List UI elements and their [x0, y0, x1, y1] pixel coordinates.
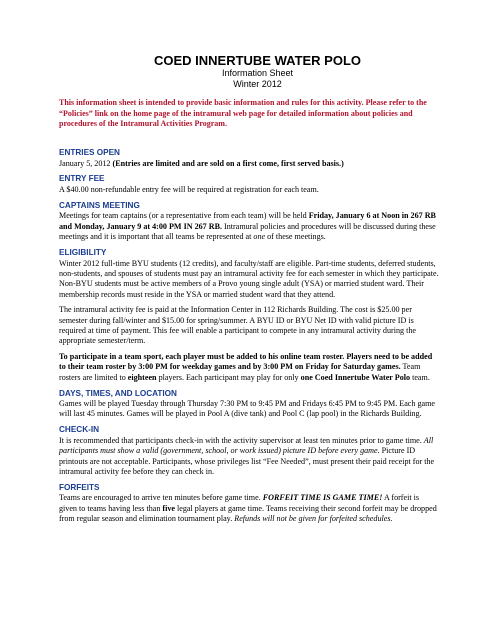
section-entry-fee	[59, 174, 439, 195]
captains-text-2: Intramural policies and procedures will be discussed during these meetings and it is important that all teams be represented at	[59, 221, 436, 242]
check-in-text-2: Picture ID printouts are not acceptable. Participants, whose privileges list “Fee Needed”, must present their paid receipt for the intramural activity fee before they can check in.	[59, 446, 435, 477]
roster-deadline-text: To participate in a team sport, each player must be added to his online team roster. Players need to be added to their team roster by 3:00 PM for weekday games and by 3:00 PM on Friday for Saturday games.	[59, 351, 433, 372]
section-title-entry-fee: ENTRY FEE	[59, 174, 105, 184]
entry-fee-text: A $40.00 non-refundable entry fee will be required at registration for each team.	[59, 184, 319, 194]
forfeits-text-3: legal players at game time. Teams receiving their second forfeit may be dropped from regular season and elimination tournament play.	[59, 503, 437, 524]
page-title: COED INNERTUBE WATER POLO	[153, 53, 362, 68]
section-title-captains-meeting: CAPTAINS MEETING	[59, 200, 140, 210]
section-days-times-location	[59, 389, 439, 420]
eligibility-paragraph-3	[59, 352, 439, 383]
section-check-in	[59, 425, 439, 477]
check-in-id-requirement: All participants must show a valid (government, school, or work issued) picture ID before every game.	[59, 435, 434, 456]
section-title-check-in: CHECK-IN	[59, 425, 100, 435]
roster-text-1: Team rosters are limited to	[59, 362, 421, 382]
roster-text-2: players. Each participant may play for only	[156, 372, 301, 382]
roster-limit: eighteen	[127, 372, 157, 382]
forfeits-text	[59, 493, 439, 524]
captains-text-1: Meetings for team captains (or a representative from each team) will be held	[59, 211, 309, 221]
section-captains-meeting	[59, 201, 439, 243]
captains-meeting-text	[59, 211, 439, 242]
entries-open-text	[59, 159, 439, 169]
captains-meeting-times: Friday, January 6 at Noon in 267 RB and Monday, January 9 at 4:00 PM IN 267 RB.	[59, 211, 436, 231]
intro-notice: This information sheet is intended to provide basic information and rules for this activity. Please refer to the “Policies” link on the home page of the intramural web page for detailed information about policies and procedures of the Intramural Activities Program.	[59, 98, 427, 129]
forfeits-text-2: A forfeit is given to teams having less than	[59, 493, 420, 513]
section-title-days-times-location: DAYS, TIMES, AND LOCATION	[59, 388, 177, 398]
section-title-forfeits: FORFEITS	[59, 482, 100, 492]
eligibility-paragraph-1: Winter 2012 full-time BYU students (12 credits), and faculty/staff are eligible. Part-time students, deferred students, non-students, and spouses of students must pay an intramural activity fee for each semester in which they participate. Non-BYU students must be active members of a Provo young single adult (YSA) or married student ward. Their membership records must reside in the YSA or married student ward that they attend.	[59, 258, 439, 299]
forfeits-text-1: Teams are encouraged to arrive ten minutes before game time.	[59, 493, 263, 503]
roster-one-team: one Coed Innertube Water Polo	[300, 372, 411, 382]
roster-text-3: team.	[410, 372, 430, 382]
section-entries-open	[59, 148, 439, 169]
forfeit-time-notice: FORFEIT TIME IS GAME TIME!	[262, 493, 383, 503]
check-in-text-1: It is recommended that participants check-in with the activity supervisor at least ten minutes prior to game time.	[59, 435, 424, 445]
subtitle-term: Winter 2012	[233, 78, 282, 89]
document-body	[59, 148, 439, 525]
section-eligibility	[59, 248, 439, 383]
days-times-text: Games will be played Tuesday through Thursday 7:30 PM to 9:45 PM and Fridays 6:45 PM to 9:45 PM. Each game will last 45 minutes. Games will be played in Pool A (dive tank) and Pool C (lap pool) in the Richards Building.	[59, 399, 435, 419]
check-in-text	[59, 436, 439, 478]
document-header	[0, 54, 495, 89]
captains-text-3: of these meetings.	[265, 232, 326, 242]
forfeit-refund-note: Refunds will not be given for forfeited schedules.	[234, 514, 393, 524]
entries-open-date: January 5, 2012	[59, 158, 111, 168]
captains-emphasis-one: one	[253, 232, 266, 242]
section-forfeits	[59, 483, 439, 525]
entries-open-note: (Entries are limited and are sold on a first come, first served basis.)	[112, 158, 344, 168]
section-title-eligibility: ELIGIBILITY	[59, 248, 107, 258]
section-title-entries-open: ENTRIES OPEN	[59, 148, 120, 157]
subtitle-info-sheet: Information Sheet	[221, 68, 294, 78]
eligibility-paragraph-2: The intramural activity fee is paid at the Information Center in 112 Richards Building. The cost is $25.00 per semester during fall/winter and $15.00 for spring/summer. A BYU ID or BYU Net ID with valid picture ID is required at time of payment. This fee will enable a participant to compete in any intramural activity during the appropriate semester/term.	[59, 305, 416, 346]
forfeit-min-players: five	[162, 503, 175, 513]
